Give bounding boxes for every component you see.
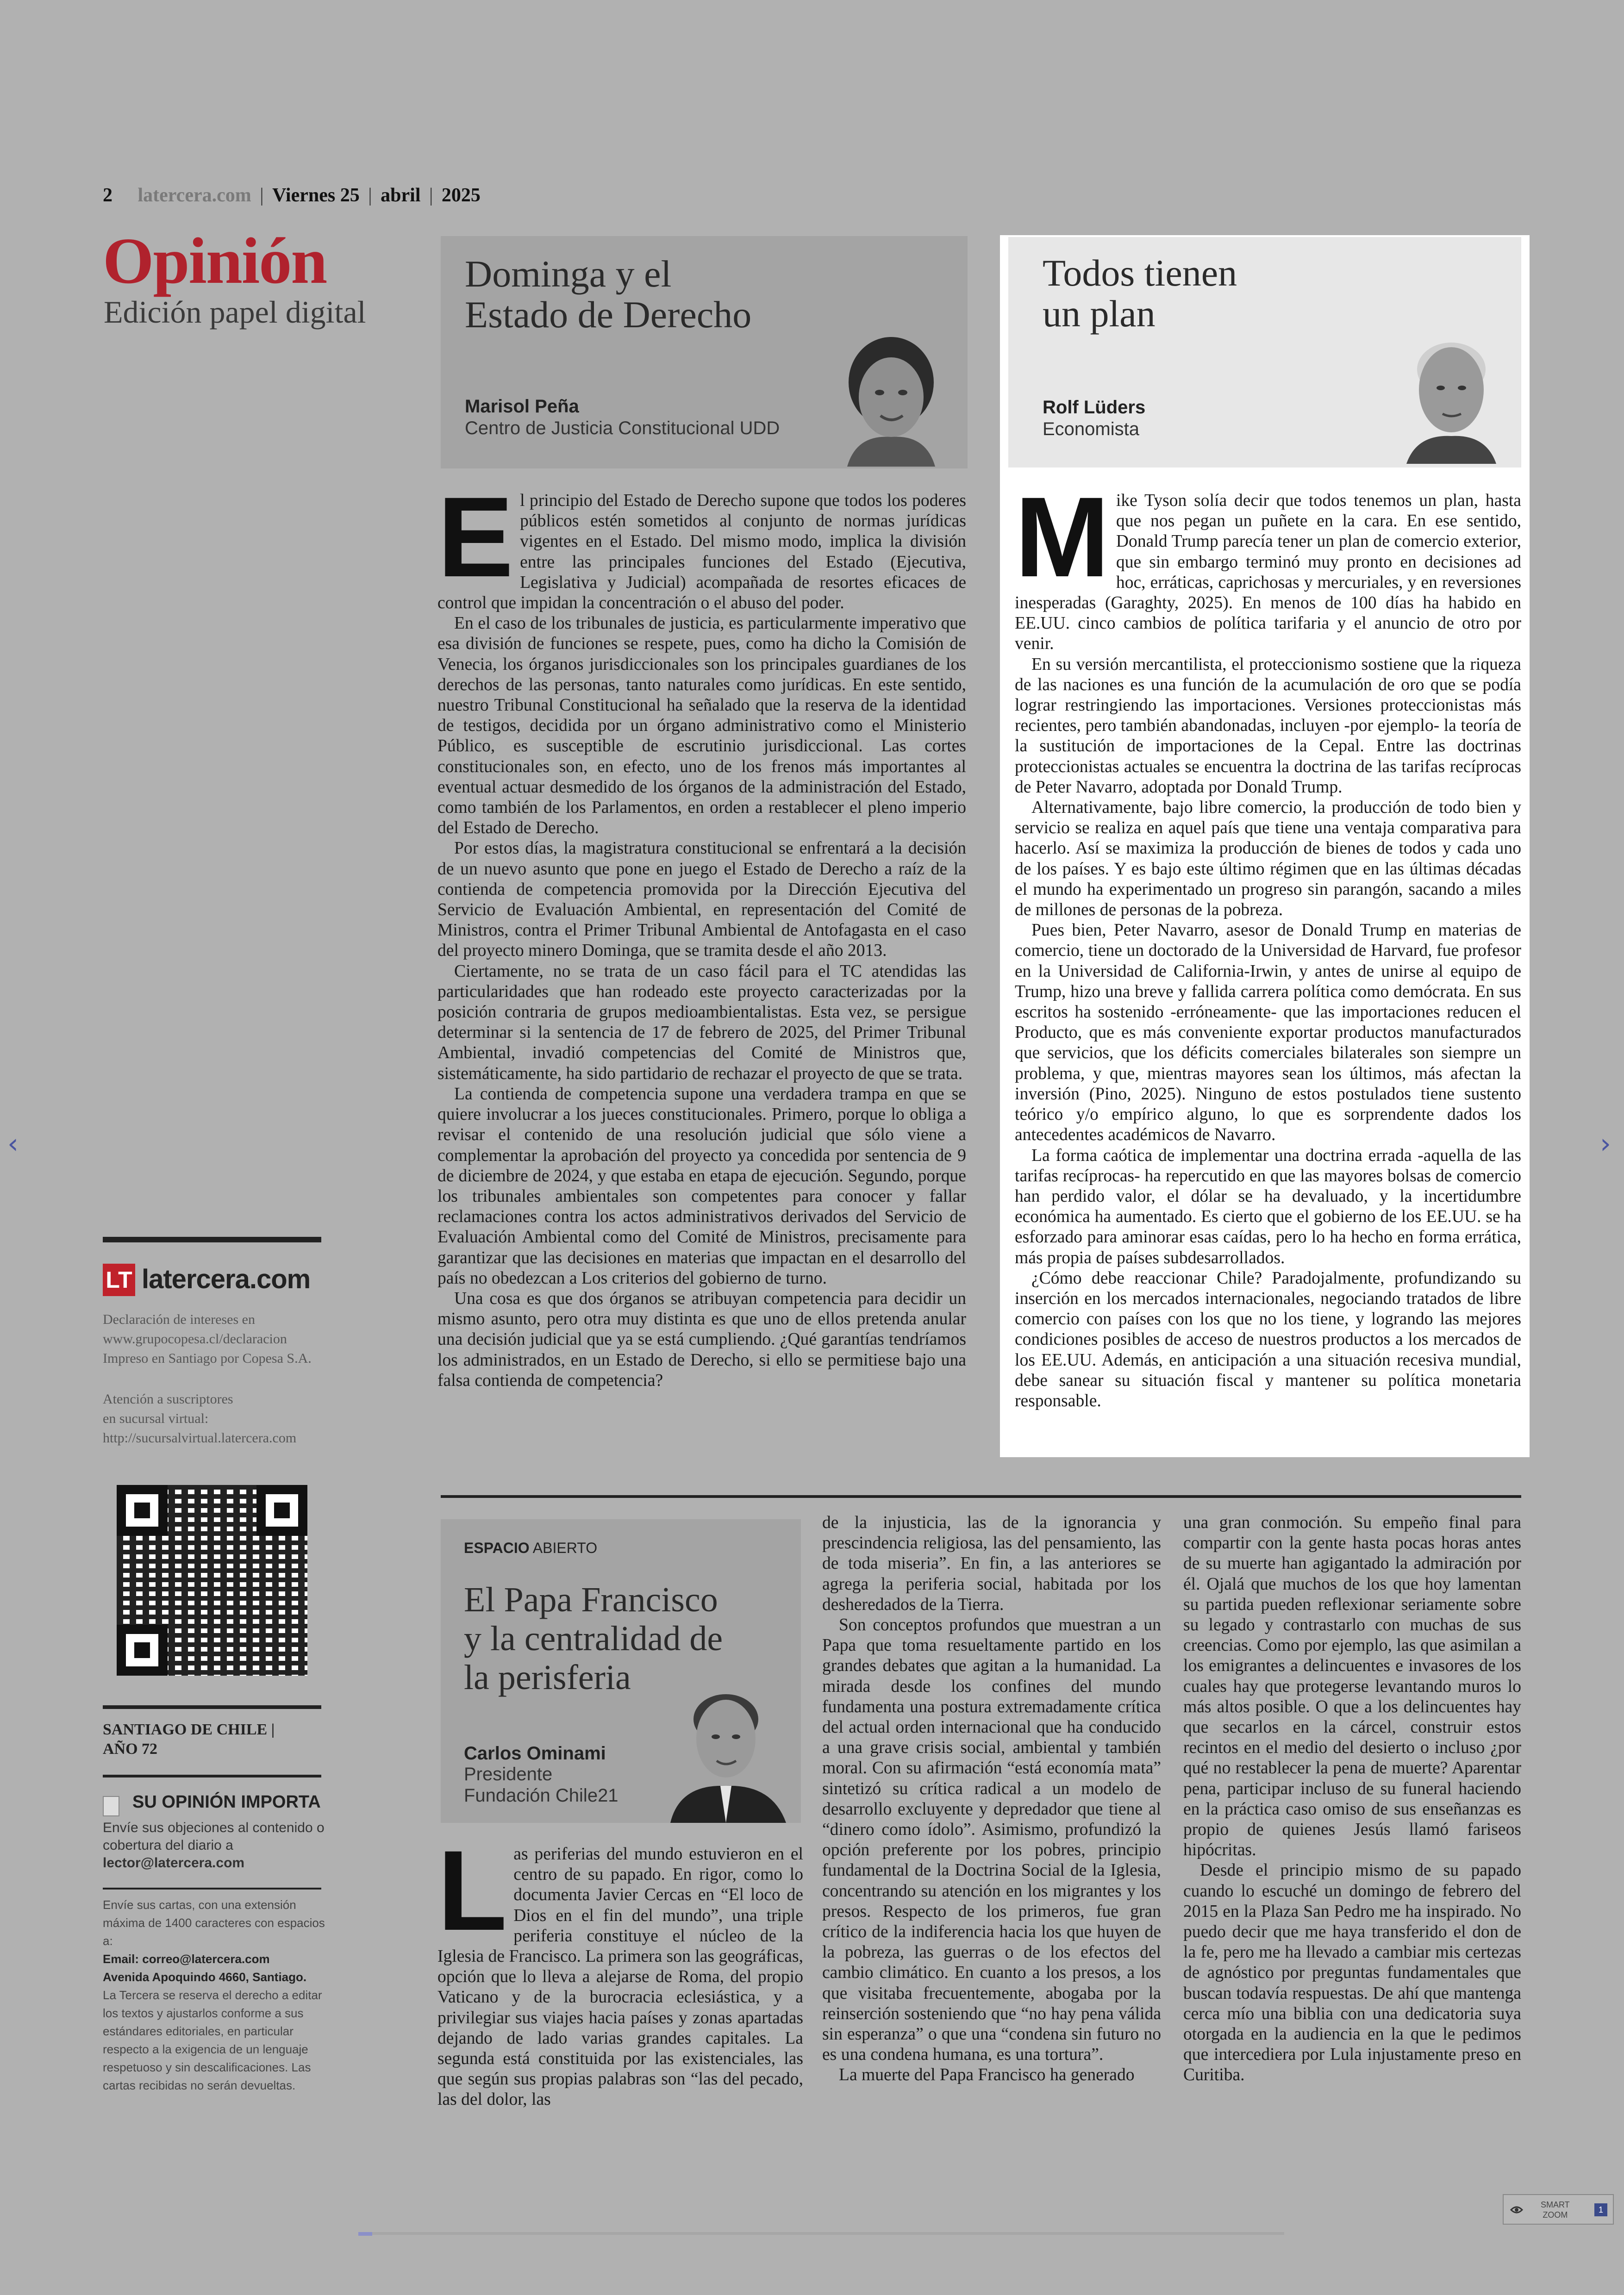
article2-body — [1015, 474, 1521, 1411]
year-line: AÑO 72 — [103, 1740, 158, 1758]
paragraph: ike Tyson solía decir que todos tenemos un plan, hasta que nos pegan un puñete en la cara. En ese sentido, Donald Trump parecía tener un plan de comercio exterior, que sin embargo terminó muy pronto en decisiones ad hoc, erráticas, caprichosas y mercuriales, y en reversiones inesperadas (Garaghty, 2025). En menos de 100 días ha habido en EE.UU. cinco cambios de política tarifaria y el anuncio de otro por venir. — [1015, 491, 1521, 654]
zoom-label-line: ZOOM — [1543, 2210, 1568, 2220]
article1-header — [441, 236, 968, 468]
prev-page-icon[interactable]: ‹ — [7, 1128, 19, 1160]
section-title: Opinión — [103, 224, 327, 297]
title-line: Todos tienen — [1043, 252, 1237, 294]
article1-body — [437, 474, 966, 1391]
declaration-line: Declaración de intereses en — [103, 1312, 255, 1327]
author-portrait-icon — [661, 1675, 795, 1823]
title-line: Dominga y el — [465, 253, 672, 295]
page-progress-track[interactable] — [358, 2232, 1284, 2235]
article2-header — [1008, 237, 1521, 468]
header-date-day: Viernes 25 — [272, 185, 360, 206]
latercera-logo-icon: LT — [103, 1264, 135, 1296]
letters-intro: Envíe sus cartas, con una extensión máxima de 1400 caracteres con espacios a: — [103, 1898, 325, 1948]
letters-block — [103, 1896, 325, 2095]
title-line: y la centralidad de — [464, 1619, 723, 1658]
declaration-block — [103, 1310, 344, 1368]
smart-zoom-button[interactable] — [1503, 2194, 1614, 2225]
letters-address: Avenida Apoquindo 4660, Santiago. — [103, 1970, 307, 1984]
role-line: Presidente — [464, 1764, 553, 1784]
latercera-logo-text: latercera.com — [142, 1264, 311, 1294]
article3-role — [464, 1764, 618, 1806]
paragraph: La muerte del Papa Francisco ha generado — [839, 2065, 1135, 2085]
sidebar-divider — [103, 1775, 321, 1777]
subscriber-line: Atención a suscriptores — [103, 1391, 233, 1407]
article1-author: Marisol Peña — [465, 396, 579, 417]
paragraph: de la injusticia, las de la ignorancia y prescindencia religiosa, las del pensamiento, las de toda miseria”. En fin, a las anteriores se agrega la periferia social, habitada por los desheredados de la Tierra. — [822, 1513, 1161, 1614]
article2-role: Economista — [1043, 419, 1139, 439]
page-number: 2 — [103, 185, 112, 206]
paragraph: Ciertamente, no se trata de un caso fácil para el TC atendidas las particularidades que han rodeado este proyecto caracterizadas por la posición contraria de grupos medioambientalistas. Esta vez, se persigue determinar si la sentencia de 17 de febrero de 2025, del Primer Tribunal Ambiental, invadió competencias del Comité de Ministros que, sistemáticamente, ha sido partidario de rechazar el proyecto de que se trata. — [437, 961, 966, 1083]
title-line: la perisferia — [464, 1658, 631, 1697]
subscriber-line: en sucursal virtual: — [103, 1411, 209, 1426]
kicker-light: ABIERTO — [532, 1540, 598, 1556]
smart-zoom-label — [1541, 2200, 1570, 2220]
article3-kicker — [464, 1540, 597, 1557]
drop-cap: M — [1015, 474, 1110, 601]
title-line: Estado de Derecho — [465, 293, 752, 336]
sidebar-divider — [103, 1237, 321, 1242]
page-header: 2 latercera.com | Viernes 25 | abril | 2025 — [103, 185, 481, 206]
paragraph: La forma caótica de implementar una doctrina errada -aquella de las tarifas recíprocas- ha repercutido en que las mayores bolsas de comercio han perdido valor, el dólar se ha devaluado, y la incertidumbre económica ha aumentado. Es cierto que el gobierno de los EE.UU. se ha esforzado para aminorar esas caídas, pero lo ha hecho en forma errática, más propia de países subdesarrollados. — [1015, 1146, 1521, 1267]
next-page-icon[interactable]: › — [1600, 1128, 1611, 1160]
paragraph: Pues bien, Peter Navarro, asesor de Donald Trump en materias de comercio, tiene un doctorado de la Universidad de Harvard, fue profesor en la Universidad de California-Irwin, y antes de unirse al equipo de Trump, hizo una breve y fallida carrera política como demócrata. En sus escritos ha sostenido -erróneamente- que las importaciones reducen el Producto, que es más conveniente exportar productos manufacturados que servicios, que los déficits comerciales bilaterales son siempre un problema, y que, mientras mayores sean los últimos, más afectan la inversión (Pino, 2025). Ninguno de estos postulados tiene sustento teórico y/o empírico alguno, lo que es sorprendente dados los antecedentes académicos de Navarro. — [1015, 921, 1521, 1145]
page-progress-fill — [358, 2232, 372, 2236]
article1-title — [465, 254, 751, 335]
declaration-line: www.grupocopesa.cl/declaracion — [103, 1331, 287, 1347]
article2-title — [1043, 253, 1237, 334]
subscriber-block — [103, 1390, 344, 1448]
paragraph: Por estos días, la magistratura constitucional se enfrentará a la decisión de un nuevo asunto que pone en juego el Estado de Derecho a raíz de la contienda de competencia promovida por la Dirección Ejecutiva del Servicio de Evaluación Ambiental, en representación del Comité de Ministros, contra el Primer Tribunal Ambiental de Antofagasta en el caso del proyecto minero Dominga, que se tramita desde el año 2013. — [437, 839, 966, 960]
opinion-email[interactable]: lector@latercera.com — [103, 1855, 245, 1871]
paragraph: as periferias del mundo estuvieron en el centro de su papado. En rigor, como lo documenta Javier Cercas en “El loco de Dios en el fin del mundo”, una triple periferia constituye el núcleo de la Iglesia de Francisco. La primera son las geográficas, opción que lo lleva a alejarse de Roma, del propio Vaticano y de la burocracia eclesiástica, y a privilegiar sus viajes hacia países y zonas apartadas dejando de lado varias grandes capitales. La segunda está constituida por las existenciales, las que según sus propias palabras son “las del pecado, las del dolor, las — [437, 1845, 803, 2109]
row-divider — [441, 1495, 1521, 1498]
paragraph: una gran conmoción. Su empeño final para compartir con la gente hasta pocas horas antes de su muerte han agigantado la admiración por él. Ojalá que muchos de los que hoy lamentan su partida pueden reflexionar seriamente sobre su legado y contrastarlo con muchas de sus creencias. Como por ejemplo, las que asimilan a los emigrantes a delincuentes e invasores de los cuales hay que protegerse levantando muros lo más altos posible. O que a los delincuentes hay que secarlos en la cárcel, construir estos recintos en el medio del desierto o incluso ¿por qué no restablecer la pena de muerte? Aparentar pena, participar incluso de su funeral haciendo en la práctica caso omiso de sus enseñanzas es propio de quienes Jesús llamó fariseos hipócritas. — [1183, 1513, 1521, 1860]
paragraph: Desde el principio mismo de su papado cuando lo escuché un domingo de febrero del 2015 en la Plaza San Pedro me ha inspirado. No puedo decir que me haya transferido el don de la fe, pero me ha llevado a cambiar mis certezas de agnóstico por preguntas fundamentales que buscan todavía respuestas. De ahí que mantenga cerca mío una biblia con una dedicatoria suya otorgada en la audiencia en la que le pedimos que intercediera por Lula injustamente preso en Curitiba. — [1183, 1861, 1521, 2085]
title-line: El Papa Francisco — [464, 1580, 718, 1619]
sidebar-divider — [103, 1888, 321, 1890]
title-line: un plan — [1043, 293, 1156, 335]
article1-role: Centro de Justicia Constitucional UDD — [465, 418, 780, 438]
author-portrait-icon — [1398, 325, 1505, 464]
paragraph: Son conceptos profundos que muestran a un Papa que toma resueltamente partido en los grandes debates que agitan a la humanidad. La mirada desde los confines del mundo fundamenta una postura extremadamente crítica del actual orden internacional que ha conducido a una grave crisis social, ambiental y también moral. Con su afirmación “está economía mata” sintetizó su crítica radical a un modelo de desarrollo excluyente y depredador que tiene al “dinero como ídolo”. Asimismo, profundizó la opción preferente por los pobres, principio fundamental de la Doctrina Social de la Iglesia, concentrando su atención en los migrantes y los presos. Respecto de los primeros, fue gran crítico de la indiferencia hacia los que huyen de la pobreza, las guerras o de los efectos del cambio climático. En cuanto a los presos, a los que visitaba frecuentemente, abogaba por la reinserción sosteniendo que “no hay pena válida sin esperanza” o que una “condena sin futuro no es una condena humana, es una tortura”. — [822, 1615, 1161, 2064]
subscriber-link[interactable]: http://sucursalvirtual.latercera.com — [103, 1430, 297, 1446]
zoom-level-badge: 1 — [1594, 2203, 1607, 2216]
header-site: latercera.com — [137, 185, 251, 206]
document-icon — [103, 1796, 119, 1816]
paragraph: l principio del Estado de Derecho supone que todos los poderes públicos estén sometidos al conjunto de normas jurídicas vigentes en el Estado. Del mismo modo, implica la división entre las principales funciones del Estado (Ejecutiva, Legislativa y Judicial) acompañada de resortes eficaces de control que impidan la concentración o el abuso del poder. — [437, 491, 966, 613]
article2-author: Rolf Lüders — [1043, 397, 1146, 418]
declaration-line: Impreso en Santiago por Copesa S.A. — [103, 1351, 312, 1366]
section-subtitle: Edición papel digital — [104, 294, 366, 330]
opinion-text: Envíe sus objeciones al contenido o cobertura del diario a — [103, 1820, 325, 1853]
city-block — [103, 1720, 275, 1759]
letters-note: La Tercera se reserva el derecho a editar los textos y ajustarlos conforme a sus estándares editoriales, en particular respecto a la exigencia de un lenguaje respetuoso y sin descalificaciones. Las cartas recibidas no serán devueltas. — [103, 1988, 322, 2092]
city-line: SANTIAGO DE CHILE | — [103, 1721, 275, 1738]
paragraph: En el caso de los tribunales de justicia, es particularmente imperativo que esa división de funciones se respete, pues, como ha dicho la Comisión de Venecia, los órganos jurisdiccionales son los principales guardianes de los derechos de las personas, tanto naturales como jurídicas. En este sentido, nuestro Tribunal Constitucional ha señalado que la reserva de la identidad de testigos, decidida por un órgano administrativo como el Ministerio Público, es susceptible de escrutinio jurisdiccional. Las cortes constitucionales son, en efecto, uno de los frenos más importantes al eventual actuar desmedido de los órganos de la administración del Estado, como también de los Parlamentos, en orden a restablecer el pleno imperio del Estado de Derecho. — [437, 614, 966, 838]
paragraph: Alternativamente, bajo libre comercio, la producción de todo bien y servicio se realiza en aquel país que tiene una ventaja comparativa para hacerlo. Así se maximiza la producción de bienes de todos y cada uno de los países. Y es bajo este último régimen que en las últimas décadas el mundo ha experimentado un progreso sin parangón, sacando a miles de millones de personas de la pobreza. — [1015, 798, 1521, 920]
article3-col3 — [1183, 1513, 1521, 2086]
article3-header — [441, 1519, 801, 1823]
article3-col1 — [437, 1827, 803, 2110]
drop-cap: E — [437, 474, 514, 601]
drop-cap: L — [437, 1827, 507, 1954]
zoom-label-line: SMART — [1541, 2200, 1570, 2209]
paragraph: Una cosa es que dos órganos se atribuyan competencia para decidir un mismo asunto, pero otra muy distinta es que uno de ellos pretenda anular una decisión judicial que ya se está cumpliendo. ¿Qué garantías tendríamos los administrados, en un Estado de Derecho, si ello se permitiese bajo una falsa contienda de competencia? — [437, 1289, 966, 1390]
paragraph: ¿Cómo debe reaccionar Chile? Paradojalmente, profundizando su inserción en los mercados internacionales, negociando tratados de libre comercio con países con los que no los tiene, y logrando las mejores condiciones posibles de acceso de nuestros productos a los mercados de los EE.UU. Además, en anticipación a una situación recesiva mundial, debe sanear su situación fiscal y mantener su política monetaria responsable. — [1015, 1268, 1521, 1410]
paragraph: En su versión mercantilista, el proteccionismo sostiene que la riqueza de las naciones es una función de la acumulación de oro que se podía lograr restringiendo las importaciones. Versiones proteccionistas más recientes, pero también abandonadas, incluyen -por ejemplo- la teoría de la sustitución de importaciones de la Cepal. Entre las doctrinas proteccionistas actuales se encuentra la doctrina de las tarifas recíprocas de Peter Navarro, adoptada por Donald Trump. — [1015, 655, 1521, 797]
sidebar-divider — [103, 1705, 321, 1709]
opinion-title: SU OPINIÓN IMPORTA — [132, 1792, 321, 1812]
header-date-month: abril — [381, 185, 421, 206]
article3-author: Carlos Ominami — [464, 1743, 606, 1764]
kicker-bold: ESPACIO — [464, 1540, 530, 1556]
author-portrait-icon — [838, 328, 944, 467]
paragraph: La contienda de competencia supone una verdadera trampa en que se quiere involucrar a los jueces constitucionales. Primero, porque lo obliga a revisar el contenido de una resolución judicial que sólo viene a complementar la aprobación del proyecto ya concedida por sentencia de 9 de diciembre de 2024, y que estaba en etapa de ejecución. Segundo, porque los tribunales ambientales son competentes para conocer y fallar reclamaciones contra los actos administrativos derivados del Servicio de Evaluación Ambiental como del Comité de Ministros, precisamente para garantizar que las decisiones en materias que impactan en el desarrollo del país no obedezcan a Los criterios del gobierno de turno. — [437, 1084, 966, 1288]
role-line: Fundación Chile21 — [464, 1785, 618, 1806]
opinion-body — [103, 1819, 325, 1872]
letters-email[interactable]: Email: correo@latercera.com — [103, 1952, 270, 1966]
eye-icon — [1510, 2204, 1523, 2215]
article3-col2 — [822, 1513, 1161, 2086]
qr-code — [117, 1485, 307, 1676]
header-date-year: 2025 — [441, 185, 481, 206]
